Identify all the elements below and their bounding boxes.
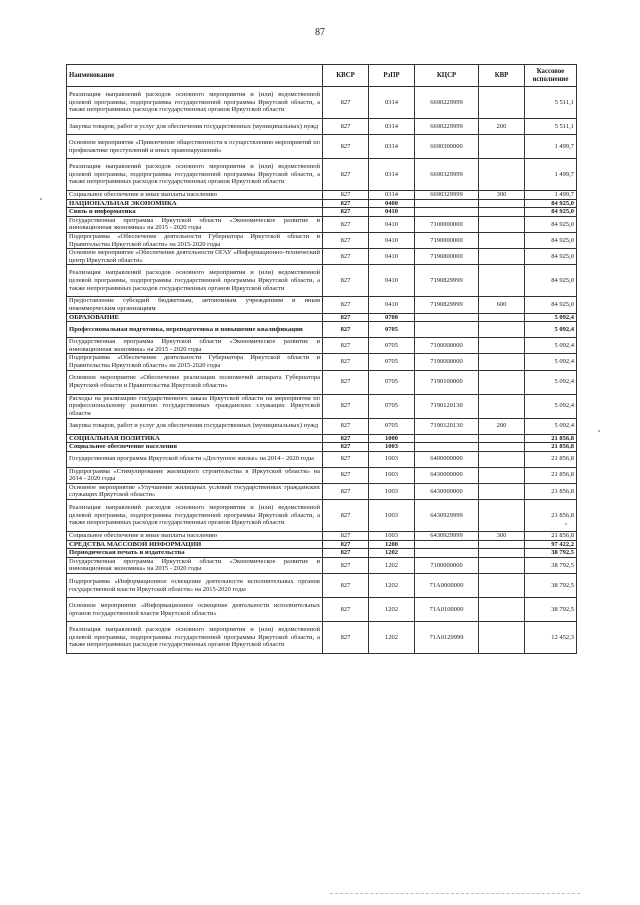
cell-kvsr: 827 [323, 370, 369, 394]
cell-name: Подпрограмма «Обеспечение деятельности Губернатора Иркутской области и Правительства Иркутской области» на 2015-2020 годы [67, 232, 323, 248]
cell-name: СРЕДСТВА МАССОВОЙ ИНФОРМАЦИИ [67, 540, 323, 549]
cell-kcsr: 6690229999 [415, 119, 479, 135]
cell-sum: 21 856,8 [525, 443, 577, 452]
cell-kcsr: 7100000000 [415, 557, 479, 573]
cell-kvr [479, 370, 525, 394]
header-kvsr: КВСР [323, 65, 369, 87]
cell-kcsr [415, 540, 479, 549]
cell-kvr [479, 394, 525, 418]
cell-sum: 1 499,7 [525, 191, 577, 200]
table-row [67, 119, 577, 135]
cell-rzpr: 0314 [369, 87, 415, 119]
page-number: 87 [315, 27, 325, 38]
cell-kcsr: 71А0000000 [415, 574, 479, 598]
cell-name: Государственная программа Иркутской области «Доступное жилье» на 2014 - 2020 годы [67, 451, 323, 467]
cell-name: Социальное обеспечение населения [67, 443, 323, 452]
cell-rzpr: 0410 [369, 265, 415, 297]
cell-kcsr: 6430929999 [415, 532, 479, 541]
cell-kvsr: 827 [323, 500, 369, 532]
cell-rzpr: 0410 [369, 249, 415, 265]
cell-kvsr: 827 [323, 622, 369, 654]
cell-kvsr: 827 [323, 467, 369, 483]
cell-name: Закупка товаров, работ и услуг для обеспечения государственных (муниципальных) нужд [67, 418, 323, 434]
table-row [67, 483, 577, 499]
cell-sum: 84 925,0 [525, 249, 577, 265]
cell-kcsr: 7190120130 [415, 394, 479, 418]
cell-kvr [479, 574, 525, 598]
table-row [67, 208, 577, 217]
cell-kvsr: 827 [323, 297, 369, 313]
table-row [67, 313, 577, 322]
table-row [67, 370, 577, 394]
cell-kvr [479, 135, 525, 159]
cell-kvsr: 827 [323, 483, 369, 499]
cell-sum: 21 856,8 [525, 434, 577, 443]
table-row [67, 500, 577, 532]
cell-rzpr: 0314 [369, 191, 415, 200]
header-kcsr: КЦСР [415, 65, 479, 87]
cell-kvr [479, 557, 525, 573]
cell-name: Государственная программа Иркутской области «Экономическое развитие и инновационная экономика» на 2015 - 2020 годы [67, 338, 323, 354]
cell-kvsr: 827 [323, 540, 369, 549]
cell-sum: 5 092,4 [525, 418, 577, 434]
cell-sum: 5 092,4 [525, 354, 577, 370]
cell-kvsr: 827 [323, 135, 369, 159]
cell-name: Государственная программа Иркутской области «Экономическое развитие и инновационная экономика» на 2015 - 2020 годы [67, 557, 323, 573]
cell-rzpr: 1003 [369, 443, 415, 452]
cell-kvsr: 827 [323, 313, 369, 322]
cell-kvsr: 827 [323, 322, 369, 338]
cell-name: Социальное обеспечение и иные выплаты населению [67, 191, 323, 200]
cell-rzpr: 0314 [369, 159, 415, 191]
cell-sum: 21 856,8 [525, 467, 577, 483]
cell-kvsr: 827 [323, 598, 369, 622]
table-body [67, 65, 577, 654]
cell-kvsr: 827 [323, 216, 369, 232]
cell-rzpr: 0410 [369, 297, 415, 313]
cell-kvsr: 827 [323, 434, 369, 443]
cell-name: Периодическая печать и издательства [67, 549, 323, 558]
cell-sum: 21 856,8 [525, 532, 577, 541]
cell-kvr [479, 338, 525, 354]
table-row [67, 598, 577, 622]
cell-rzpr: 0314 [369, 135, 415, 159]
cell-sum: 21 856,8 [525, 451, 577, 467]
cell-kcsr: 7100000000 [415, 216, 479, 232]
cell-kcsr: 6430900000 [415, 483, 479, 499]
cell-kvr [479, 443, 525, 452]
cell-rzpr: 0705 [369, 322, 415, 338]
cell-kvr [479, 87, 525, 119]
cell-rzpr: 1202 [369, 622, 415, 654]
cell-kvr [479, 159, 525, 191]
scan-speck [565, 523, 567, 525]
cell-kvsr: 827 [323, 451, 369, 467]
cell-kcsr: 7190100000 [415, 370, 479, 394]
cell-kcsr: 7190829999 [415, 265, 479, 297]
cell-kvr [479, 451, 525, 467]
cell-sum: 1 499,7 [525, 159, 577, 191]
cell-rzpr: 0410 [369, 232, 415, 248]
cell-name: Основное мероприятие «Улучшение жилищных условий государственных гражданских служащих Иркутской области» [67, 483, 323, 499]
table-row [67, 232, 577, 248]
cell-kvr [479, 598, 525, 622]
cell-sum: 5 092,4 [525, 313, 577, 322]
cell-rzpr: 1202 [369, 598, 415, 622]
table-row [67, 159, 577, 191]
cell-name: Реализация направлений расходов основного мероприятия и (или) ведомственной целевой программы, подпрограммы государственной программы Иркутской области, а также непрограммных расходов государственных органов Иркутской области [67, 87, 323, 119]
cell-sum: 84 925,0 [525, 297, 577, 313]
cell-kvr [479, 354, 525, 370]
table-row [67, 265, 577, 297]
cell-kvr [479, 549, 525, 558]
cell-kcsr: 71А0129999 [415, 622, 479, 654]
cell-sum: 84 925,0 [525, 208, 577, 217]
table-row [67, 549, 577, 558]
cell-kvsr: 827 [323, 443, 369, 452]
cell-sum: 5 511,1 [525, 87, 577, 119]
cell-name: Закупка товаров, работ и услуг для обеспечения государственных (муниципальных) нужд [67, 119, 323, 135]
cell-kvr: 300 [479, 532, 525, 541]
cell-kcsr: 6690329999 [415, 191, 479, 200]
cell-name: Государственная программа Иркутской области «Экономическое развитие и инновационная экономика» на 2015 - 2020 годы [67, 216, 323, 232]
cell-kvr [479, 540, 525, 549]
table-row [67, 338, 577, 354]
cell-kvsr: 827 [323, 159, 369, 191]
cell-kcsr: 6430000000 [415, 467, 479, 483]
cell-sum: 97 422,2 [525, 540, 577, 549]
cell-name: СОЦИАЛЬНАЯ ПОЛИТИКА [67, 434, 323, 443]
cell-name: Подпрограмма «Стимулирование жилищного строительства в Иркутской области» на 2014 - 2020 годы [67, 467, 323, 483]
cell-kcsr: 7190829999 [415, 297, 479, 313]
header-name: Наименование [67, 65, 323, 87]
cell-name: Основное мероприятие «Обеспечение деятельности ОГАУ «Информационно-технический центр Иркутской области» [67, 249, 323, 265]
cell-rzpr: 0700 [369, 313, 415, 322]
cell-sum: 5 092,4 [525, 370, 577, 394]
cell-sum: 5 092,4 [525, 394, 577, 418]
cell-kvr: 600 [479, 297, 525, 313]
table-row [67, 354, 577, 370]
cell-kvsr: 827 [323, 208, 369, 217]
cell-kvsr: 827 [323, 191, 369, 200]
cell-sum: 21 856,8 [525, 500, 577, 532]
cell-rzpr: 1202 [369, 574, 415, 598]
cell-rzpr: 0705 [369, 418, 415, 434]
cell-kvsr: 827 [323, 549, 369, 558]
cell-kcsr: 7190120130 [415, 418, 479, 434]
cell-rzpr: 1003 [369, 500, 415, 532]
cell-kcsr: 6690329999 [415, 159, 479, 191]
cell-kcsr [415, 208, 479, 217]
cell-name: ОБРАЗОВАНИЕ [67, 313, 323, 322]
scan-speck [40, 198, 42, 200]
cell-rzpr: 1003 [369, 451, 415, 467]
cell-kvsr: 827 [323, 532, 369, 541]
cell-rzpr: 0400 [369, 199, 415, 208]
cell-sum: 84 925,0 [525, 232, 577, 248]
cell-name: Профессиональная подготовка, переподготовка и повышение квалификации [67, 322, 323, 338]
cell-rzpr: 0410 [369, 216, 415, 232]
cell-kcsr: 6430929999 [415, 500, 479, 532]
cell-kcsr: 6400000000 [415, 451, 479, 467]
header-kvr: КВР [479, 65, 525, 87]
table-row [67, 540, 577, 549]
cell-kvsr: 827 [323, 265, 369, 297]
cell-sum: 5 092,4 [525, 338, 577, 354]
cell-kcsr [415, 313, 479, 322]
cell-sum: 38 792,5 [525, 574, 577, 598]
cell-kvr [479, 483, 525, 499]
table-row [67, 443, 577, 452]
cell-name: Связь и информатика [67, 208, 323, 217]
table-row [67, 216, 577, 232]
table-row [67, 394, 577, 418]
cell-name: Основное мероприятие «Привлечение общественности к осуществлению мероприятий по профилактике преступлений и иных правонарушений» [67, 135, 323, 159]
cell-kvr [479, 500, 525, 532]
table-row [67, 532, 577, 541]
cell-kcsr [415, 549, 479, 558]
cell-kcsr [415, 322, 479, 338]
cell-sum: 5 092,4 [525, 322, 577, 338]
cell-sum: 38 792,5 [525, 598, 577, 622]
table-row [67, 249, 577, 265]
cell-kvsr: 827 [323, 338, 369, 354]
cell-kcsr [415, 443, 479, 452]
table-row [67, 418, 577, 434]
cell-name: Основное мероприятие «Информационное освещение деятельности исполнительных органов государственной власти Иркутской области» [67, 598, 323, 622]
table-row [67, 451, 577, 467]
table-row [67, 322, 577, 338]
cell-name: Реализация направлений расходов основного мероприятия и (или) ведомственной целевой программы, подпрограммы государственной программы Иркутской области, а также непрограммных расходов государственных органов Иркутской области [67, 500, 323, 532]
table-row [67, 297, 577, 313]
cell-kvsr: 827 [323, 557, 369, 573]
table-row [67, 467, 577, 483]
cell-rzpr: 1000 [369, 434, 415, 443]
cell-kvr: 300 [479, 191, 525, 200]
cell-sum: 21 856,8 [525, 483, 577, 499]
cell-name: Предоставление субсидий бюджетным, автономным учреждениям и иным некоммерческим организациям [67, 297, 323, 313]
cell-kvr: 200 [479, 418, 525, 434]
table-row [67, 199, 577, 208]
cell-kvr [479, 216, 525, 232]
budget-table [66, 64, 577, 654]
cell-name: Реализация направлений расходов основного мероприятия и (или) ведомственной целевой программы, подпрограммы государственной программы Иркутской области, а также непрограммных расходов государственных органов Иркутской области [67, 265, 323, 297]
cell-sum: 84 925,0 [525, 216, 577, 232]
cell-sum: 5 511,1 [525, 119, 577, 135]
cell-rzpr: 1003 [369, 467, 415, 483]
cell-kvr [479, 434, 525, 443]
cell-name: Реализация направлений расходов основного мероприятия и (или) ведомственной целевой программы, подпрограммы государственной программы Иркутской области, а также непрограммных расходов государственных органов Иркутской области [67, 622, 323, 654]
cell-kcsr [415, 199, 479, 208]
cell-kcsr: 71А0100000 [415, 598, 479, 622]
cell-kvr [479, 249, 525, 265]
cell-rzpr: 0705 [369, 370, 415, 394]
cell-rzpr: 0705 [369, 394, 415, 418]
table-row [67, 622, 577, 654]
cell-sum: 84 925,0 [525, 265, 577, 297]
cell-kvsr: 827 [323, 574, 369, 598]
cell-sum: 1 499,7 [525, 135, 577, 159]
cell-rzpr: 1003 [369, 532, 415, 541]
cell-rzpr: 1202 [369, 549, 415, 558]
cell-name: НАЦИОНАЛЬНАЯ ЭКОНОМИКА [67, 199, 323, 208]
cell-sum: 12 452,3 [525, 622, 577, 654]
table-header-row [67, 65, 577, 87]
cell-rzpr: 1003 [369, 483, 415, 499]
scan-edge-line [330, 893, 580, 894]
cell-rzpr: 1202 [369, 557, 415, 573]
cell-name: Реализация направлений расходов основного мероприятия и (или) ведомственной целевой программы, подпрограммы государственной программы Иркутской области, а также непрограммных расходов государственных органов Иркутской области [67, 159, 323, 191]
table-row [67, 434, 577, 443]
cell-rzpr: 0314 [369, 119, 415, 135]
cell-kvsr: 827 [323, 354, 369, 370]
cell-name: Социальное обеспечение и иные выплаты населению [67, 532, 323, 541]
cell-kvr [479, 622, 525, 654]
cell-name: Расходы на реализацию государственного заказа Иркутской области на мероприятия по профессиональному развитию государственных гражданских служащих Иркутской области [67, 394, 323, 418]
cell-kvr [479, 467, 525, 483]
cell-rzpr: 0410 [369, 208, 415, 217]
cell-kvr [479, 208, 525, 217]
cell-kvsr: 827 [323, 232, 369, 248]
cell-kvr [479, 199, 525, 208]
cell-sum: 38 792,5 [525, 557, 577, 573]
cell-kcsr: 6690300000 [415, 135, 479, 159]
table-row [67, 557, 577, 573]
cell-kvsr: 827 [323, 119, 369, 135]
cell-kcsr: 7190800000 [415, 249, 479, 265]
cell-kvsr: 827 [323, 87, 369, 119]
cell-kcsr [415, 434, 479, 443]
cell-kvr [479, 313, 525, 322]
cell-kvr [479, 265, 525, 297]
cell-kcsr: 7190000000 [415, 232, 479, 248]
table-row [67, 135, 577, 159]
cell-sum: 84 925,0 [525, 199, 577, 208]
cell-kvsr: 827 [323, 199, 369, 208]
cell-kvr [479, 232, 525, 248]
table-row [67, 87, 577, 119]
cell-kvsr: 827 [323, 418, 369, 434]
cell-rzpr: 0705 [369, 354, 415, 370]
cell-rzpr: 0705 [369, 338, 415, 354]
cell-name: Подпрограмма «Обеспечение деятельности Губернатора Иркутской области и Правительства Иркутской области» на 2015-2020 годы [67, 354, 323, 370]
cell-kcsr: 7100000000 [415, 338, 479, 354]
cell-kcsr: 6690229999 [415, 87, 479, 119]
cell-name: Подпрограмма «Информационное освещение деятельности исполнительных органов государственной власти Иркутской области» на 2015-2020 годы [67, 574, 323, 598]
cell-rzpr: 1200 [369, 540, 415, 549]
cell-sum: 38 792,5 [525, 549, 577, 558]
cell-kvr [479, 322, 525, 338]
cell-kvsr: 827 [323, 249, 369, 265]
cell-kvr: 200 [479, 119, 525, 135]
header-rzpr: РзПР [369, 65, 415, 87]
cell-name: Основное мероприятие «Обеспечение реализации полномочий аппарата Губернатора Иркутской области и Правительства Иркутской области» [67, 370, 323, 394]
cell-kvsr: 827 [323, 394, 369, 418]
header-sum: Кассовое исполнение [525, 65, 577, 87]
table-row [67, 191, 577, 200]
scan-speck [598, 430, 600, 432]
table-row [67, 574, 577, 598]
cell-kcsr: 7190000000 [415, 354, 479, 370]
